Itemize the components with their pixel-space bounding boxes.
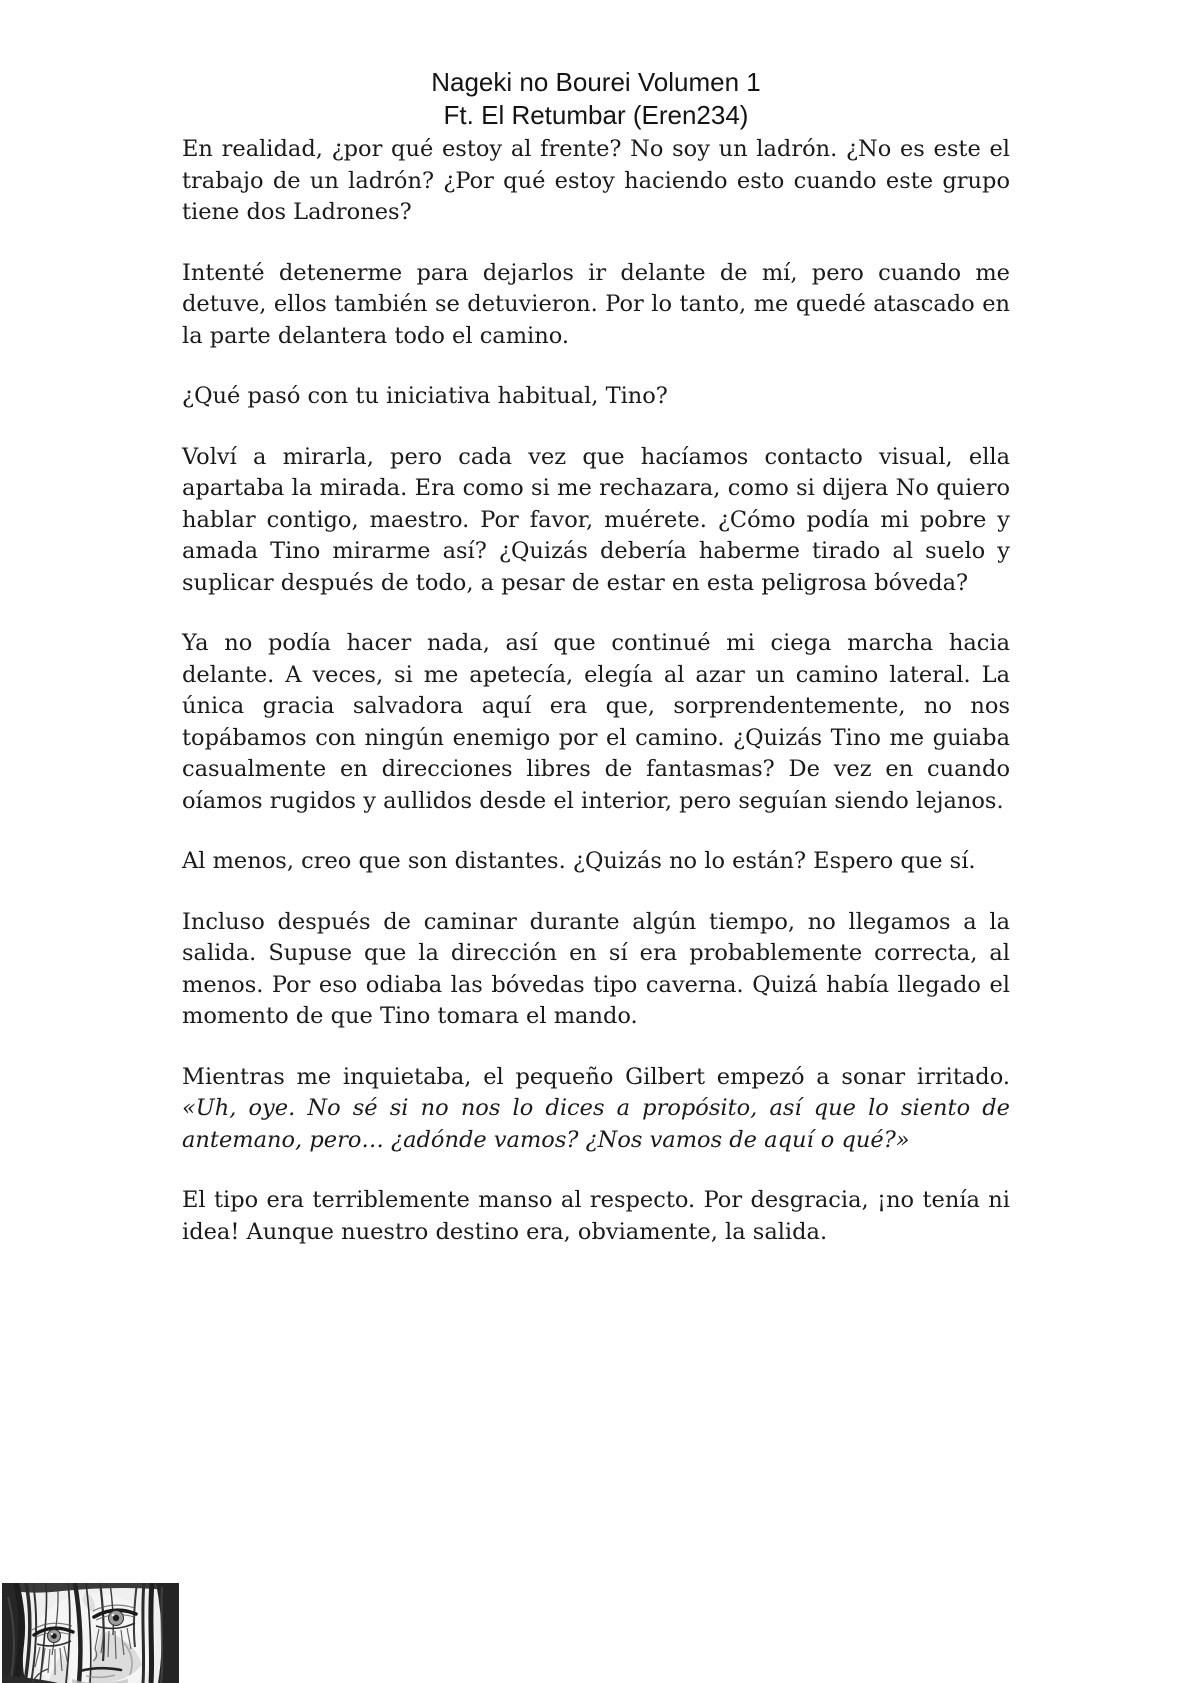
- paragraph: [182, 258, 1010, 353]
- paragraph-segment: ¿Qué pasó con tu iniciativa habitual, Tino?: [182, 383, 668, 409]
- paragraph: [182, 846, 1010, 878]
- paragraph-segment: Volví a mirarla, pero cada vez que hacíamos contacto visual, ella apartaba la mirada. Era como si me rechazara, como si dijera No quiero hablar contigo, maestro. Por favor, muérete. ¿Cómo podía mi pobre y amada Tino mirarme así? ¿Quizás debería haberme tirado al suelo y suplicar después de todo, a pesar de estar en esta peligrosa bóveda?: [182, 443, 1010, 596]
- paragraph-segment: Intenté detenerme para dejarlos ir delante de mí, pero cuando me detuve, ellos también se detuvieron. Por lo tanto, me quedé atascado en la parte delantera todo el camino.: [182, 259, 1010, 349]
- manga-face-drawing: [2, 1583, 179, 1683]
- paragraph: [182, 1062, 1010, 1157]
- paragraph-segment: Al menos, creo que son distantes. ¿Quizás no lo están? Espero que sí.: [182, 848, 976, 874]
- paragraph-segment-italic: «Uh, oye. No sé si no nos lo dices a propósito, así que lo siento de antemano, pero… ¿adónde vamos? ¿Nos vamos de aquí o qué?»: [182, 1095, 1010, 1153]
- document-body: [182, 134, 1010, 1277]
- paragraph: [182, 442, 1010, 600]
- paragraph-segment: En realidad, ¿por qué estoy al frente? No soy un ladrón. ¿No es este el trabajo de un ladrón? ¿Por qué estoy haciendo esto cuando este grupo tiene dos Ladrones?: [182, 136, 1010, 225]
- paragraph: [182, 1185, 1010, 1248]
- title-line-2: Ft. El Retumbar (Eren234): [443, 100, 749, 130]
- title-line-1: Nageki no Bourei Volumen 1: [431, 67, 761, 97]
- paragraph: [182, 628, 1010, 817]
- paragraph: [182, 134, 1010, 229]
- manga-face-image: [2, 1583, 179, 1683]
- paragraph: [182, 907, 1010, 1033]
- paragraph-segment: Ya no podía hacer nada, así que continué mi ciega marcha hacia delante. A veces, si me apetecía, elegía al azar un camino lateral. La única gracia salvadora aquí era que, sorprendentemente, no nos topábamos con ningún enemigo por el camino. ¿Quizás Tino me guiaba casualmente en direcciones libres de fantasmas? De vez en cuando oíamos rugidos y aullidos desde el interior, pero seguían siendo lejanos.: [182, 630, 1010, 814]
- paragraph: [182, 381, 1010, 413]
- document-header: [182, 66, 1010, 132]
- paragraph-segment: Mientras me inquietaba, el pequeño Gilbert empezó a sonar irritado.: [182, 1063, 1010, 1090]
- paragraph-segment: Incluso después de caminar durante algún tiempo, no llegamos a la salida. Supuse que la dirección en sí era probablemente correcta, al menos. Por eso odiaba las bóvedas tipo caverna. Quizá había llegado el momento de que Tino tomara el mando.: [182, 908, 1010, 1029]
- paragraph-segment: El tipo era terriblemente manso al respecto. Por desgracia, ¡no tenía ni idea! Aunque nuestro destino era, obviamente, la salida.: [182, 1187, 1010, 1245]
